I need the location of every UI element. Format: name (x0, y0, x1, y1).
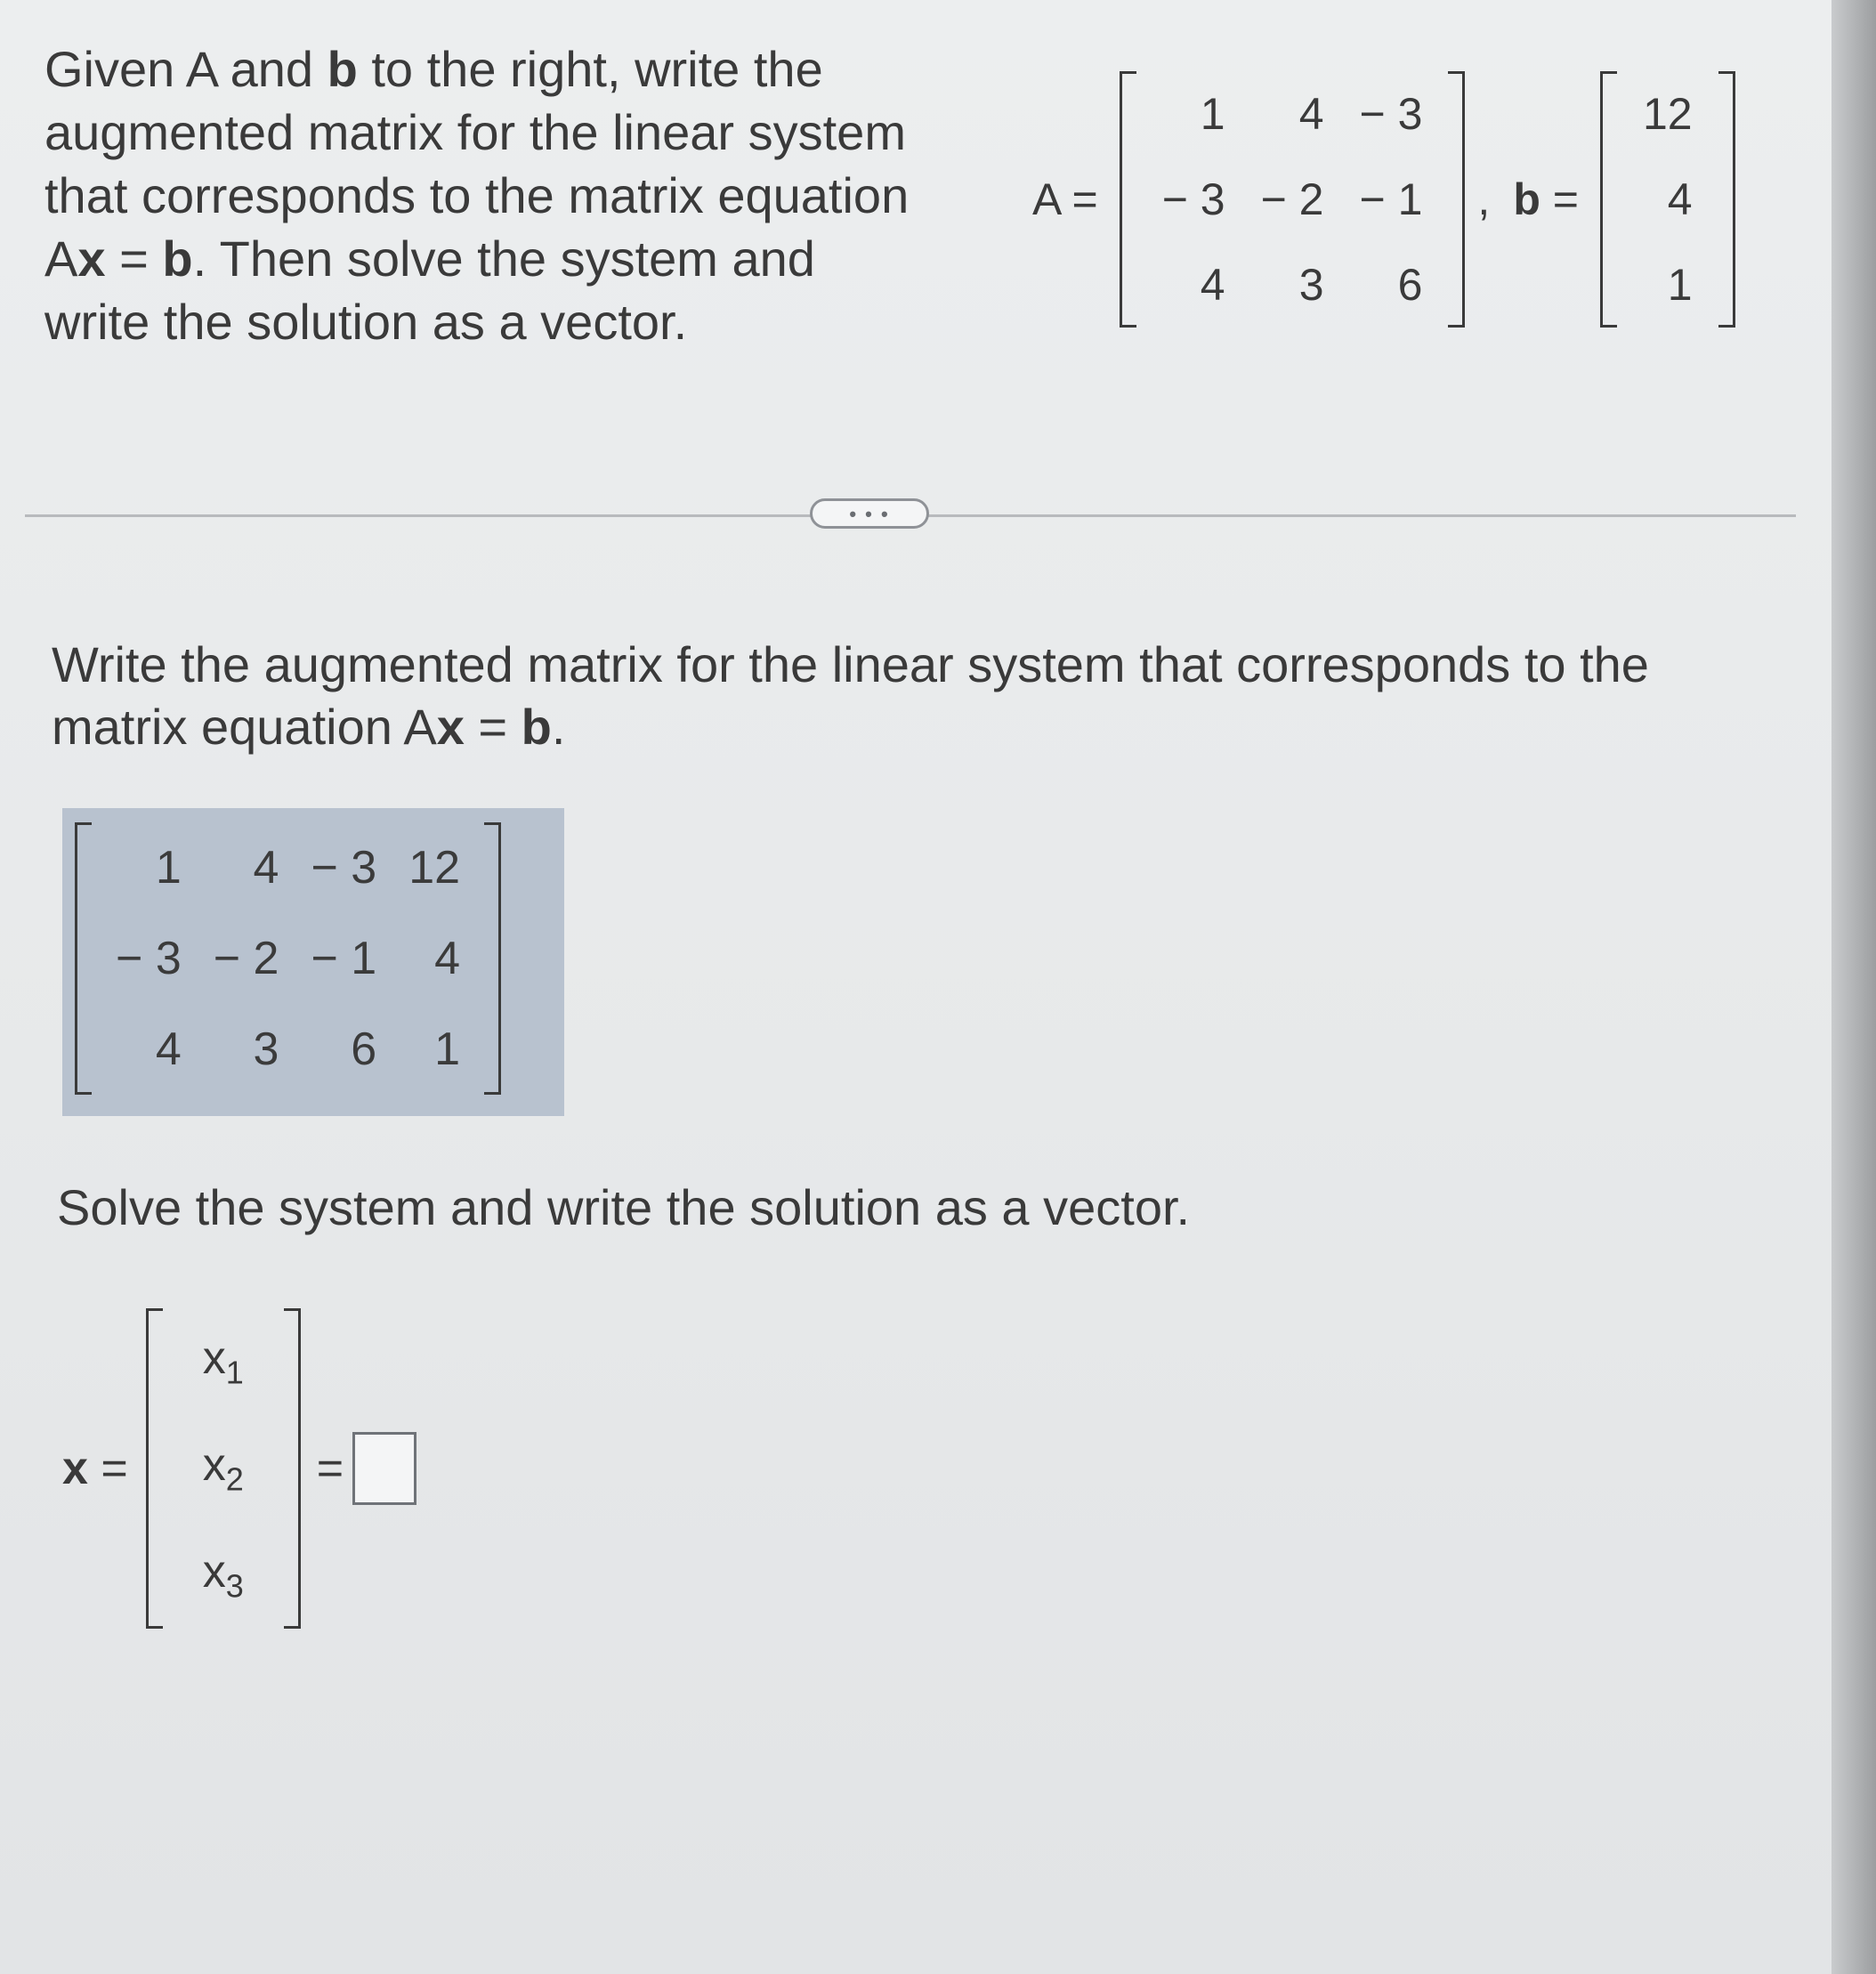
matrix-cell: − 3 (1359, 89, 1423, 139)
matrix-row (1625, 71, 1710, 157)
matrix-a (1120, 71, 1466, 328)
matrix-row (100, 913, 476, 1004)
solution-row (62, 1308, 416, 1629)
matrix-cell: 4 (1298, 89, 1324, 139)
equals: = (464, 699, 522, 755)
matrix-row (100, 1004, 476, 1095)
equals: = (105, 231, 163, 287)
problem-text-part: Given A and (44, 41, 327, 97)
expand-button[interactable]: • • • (810, 498, 929, 529)
screen-edge (1832, 0, 1876, 1974)
bold-x: x (436, 699, 465, 755)
matrix-cell: 4 (1667, 174, 1693, 224)
var-name: x (202, 1439, 226, 1492)
bold-b: b (327, 41, 358, 97)
matrix-cell: 12 (408, 842, 461, 894)
matrix-cell: − 2 (1260, 174, 1324, 224)
matrix-row (100, 822, 476, 913)
equals: = (316, 1443, 344, 1494)
bold-b: b (162, 231, 193, 287)
bold-x: x (77, 231, 106, 287)
bold-b: b (521, 699, 552, 755)
matrix-cell: 3 (1298, 260, 1324, 310)
variable-cell (171, 1308, 276, 1415)
comma: , (1477, 174, 1491, 224)
problem-text-part: to the right, write the augmented matrix for the linear system that corresponds to the matrix equation A (44, 41, 910, 287)
matrix-row (171, 1308, 276, 1415)
augmented-matrix (75, 822, 501, 1095)
matrix-cell: 1 (434, 1023, 461, 1075)
matrix-cell: 4 (434, 933, 461, 984)
matrix-cell: 4 (253, 842, 279, 894)
augmented-prompt (52, 634, 1725, 758)
solution-vector (146, 1308, 301, 1629)
problem-text-part: . Then solve the system and write the solution as a vector. (44, 231, 815, 350)
variable-cell (171, 1415, 276, 1522)
solve-prompt: Solve the system and write the solution as a vector. (57, 1179, 1191, 1235)
matrix-row (1625, 242, 1710, 328)
var-subscript: 2 (225, 1460, 244, 1498)
period: . (551, 699, 566, 755)
matrix-cell: − 3 (116, 933, 182, 984)
matrix-row (171, 1522, 276, 1629)
var-subscript: 3 (225, 1567, 244, 1605)
matrix-row (1144, 157, 1441, 242)
solution-answer-input[interactable] (352, 1432, 416, 1505)
matrix-row (171, 1415, 276, 1522)
given-matrices (1032, 71, 1735, 328)
matrix-cell: 1 (155, 842, 182, 894)
solution-x-label: x (62, 1443, 88, 1494)
equals: = (1540, 174, 1579, 224)
var-subscript: 1 (225, 1354, 244, 1391)
matrix-cell: − 3 (1161, 174, 1225, 224)
matrix-row (1144, 71, 1441, 157)
equals: = (87, 1443, 128, 1494)
matrix-cell: − 2 (213, 933, 279, 984)
matrix-cell: 4 (155, 1023, 182, 1075)
matrix-row (1625, 157, 1710, 242)
vector-b (1600, 71, 1735, 328)
matrix-cell: 6 (1397, 260, 1423, 310)
matrix-row (1144, 242, 1441, 328)
matrix-a-label: A = (1032, 174, 1098, 224)
matrix-cell: 1 (1667, 260, 1693, 310)
matrix-cell: 1 (1200, 89, 1225, 139)
vector-b-label: b (1513, 174, 1540, 224)
matrix-cell: 4 (1200, 260, 1225, 310)
var-name: x (202, 1546, 226, 1598)
matrix-cell: 6 (351, 1023, 377, 1075)
augmented-matrix-answer[interactable] (62, 808, 564, 1116)
matrix-cell: − 3 (311, 842, 377, 894)
prompt-text: Write the augmented matrix for the linear system that corresponds to the matrix equation A (52, 636, 1649, 755)
matrix-cell: − 1 (311, 933, 377, 984)
matrix-cell: − 1 (1359, 174, 1423, 224)
matrix-cell: 12 (1642, 89, 1693, 139)
problem-statement (44, 37, 917, 353)
matrix-cell: 3 (253, 1023, 279, 1075)
var-name: x (202, 1332, 226, 1385)
variable-cell (171, 1522, 276, 1629)
